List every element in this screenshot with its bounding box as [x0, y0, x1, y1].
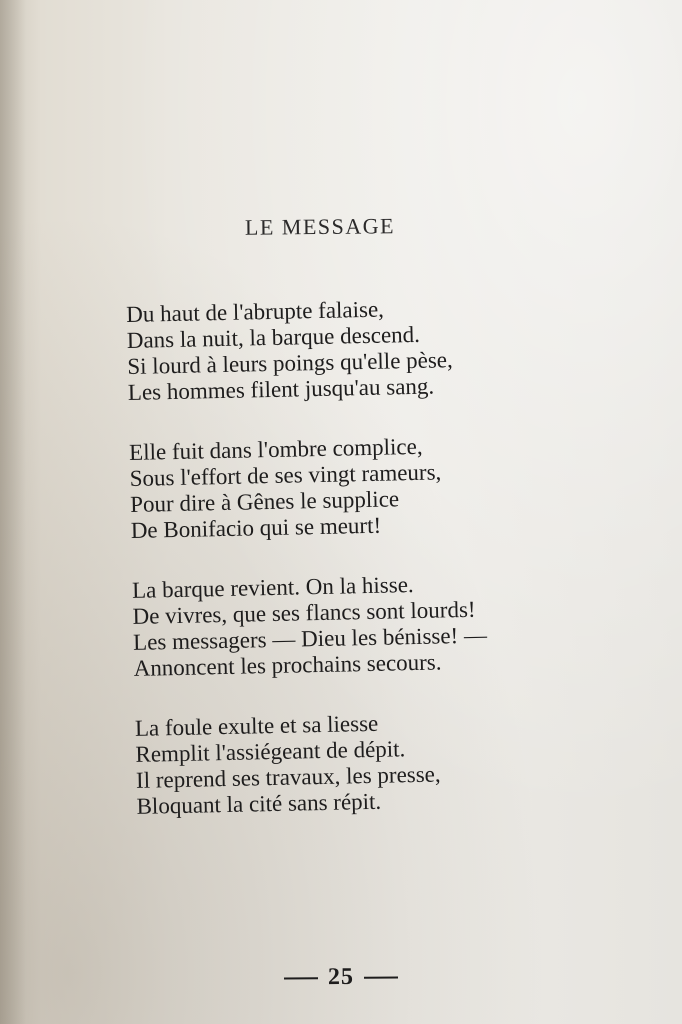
verse-line: Elle fuit dans l'ombre complice, — [128, 433, 423, 465]
verse-line: Il reprend ses travaux, les presse, — [135, 761, 441, 793]
verse-line: Du haut de l'abrupte falaise, — [126, 296, 385, 327]
verse-line: Les messagers — Dieu les bénisse! — — [132, 622, 488, 655]
folio-dash-left — [284, 978, 318, 980]
poem-title: LE MESSAGE — [244, 213, 396, 240]
stanza-2 — [129, 430, 601, 544]
verse-line: Bloquant la cité sans répit. — [136, 788, 382, 819]
verse-line: La foule exulte et sa liesse — [134, 710, 379, 741]
verse-line: Sous l'effort de ses vingt rameurs, — [129, 459, 442, 491]
stanza-4 — [135, 706, 607, 820]
verse-line: Dans la nuit, la barque descend. — [126, 321, 421, 353]
page-number — [0, 961, 682, 994]
stanza-3 — [132, 568, 604, 682]
page-number-value: 25 — [327, 963, 355, 991]
verse-line: Si lourd à leurs poings qu'elle pèse, — [127, 347, 453, 379]
verse-line: De Bonifacio qui se meurt! — [130, 512, 382, 543]
folio-dash-right — [364, 977, 398, 979]
verse-line: Pour dire à Gênes le supplice — [129, 486, 400, 517]
verse-line: Annoncent les prochains secours. — [133, 649, 442, 681]
poem-body — [126, 292, 607, 854]
verse-line: Les hommes filent jusqu'au sang. — [127, 373, 435, 405]
verse-line: La barque revient. On la hisse. — [131, 572, 414, 603]
stanza-1 — [126, 292, 598, 406]
verse-line: Remplit l'assiégeant de dépit. — [135, 736, 406, 767]
verse-line: De vivres, que ses flancs sont lourds! — [132, 596, 476, 629]
